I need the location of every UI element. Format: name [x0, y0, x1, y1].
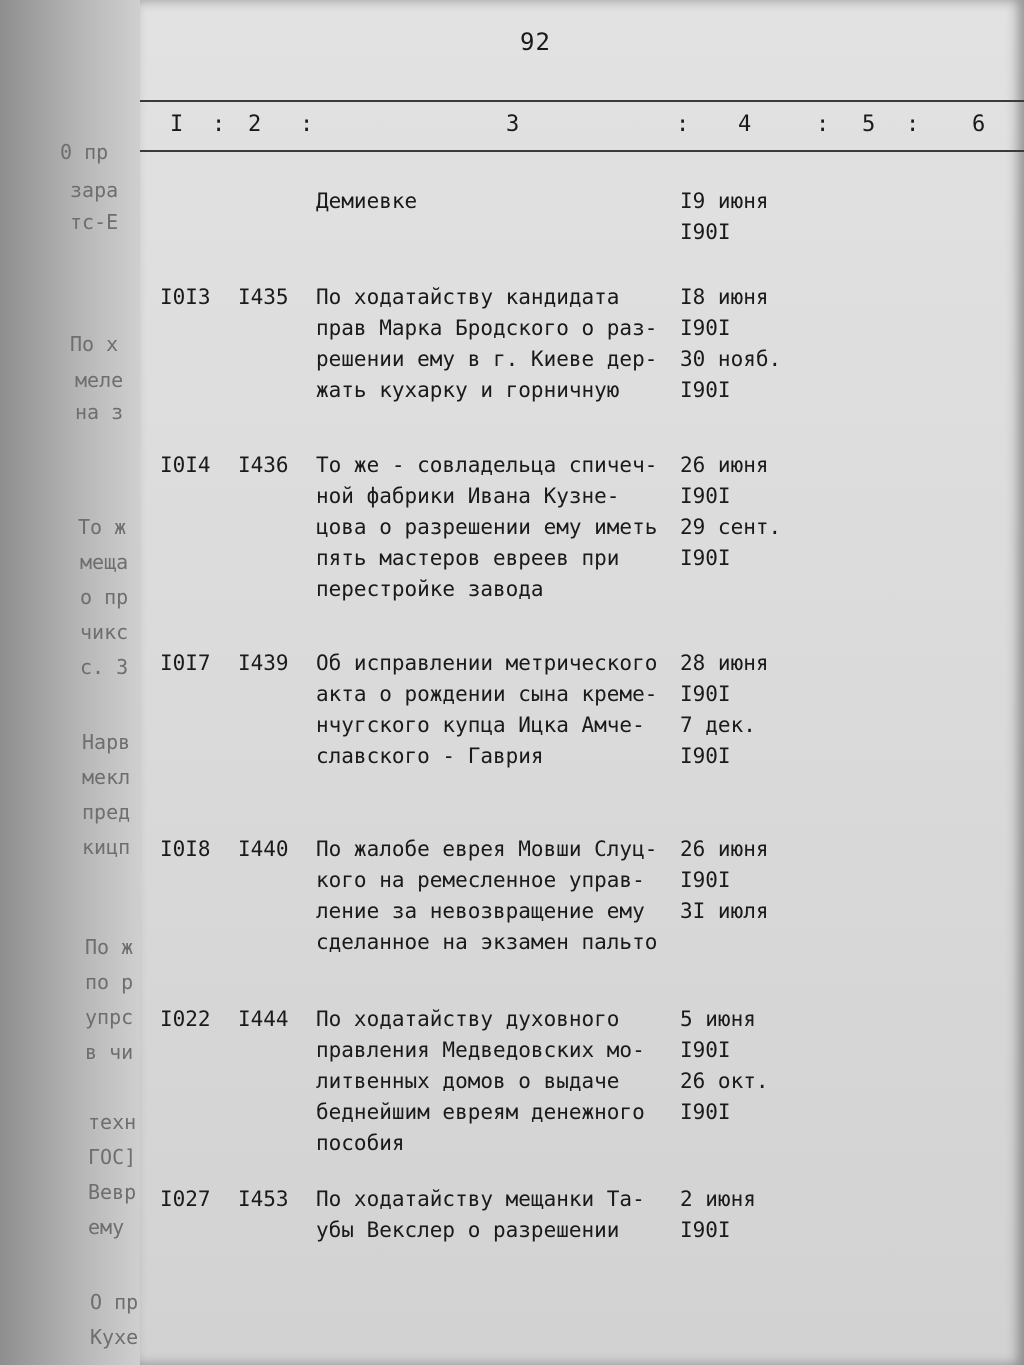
description-line: Демиевке	[316, 189, 418, 213]
left-page-fragment: чикс	[80, 620, 129, 644]
left-page-fragment: ГОС]	[88, 1145, 137, 1169]
date-line: I90I	[680, 220, 731, 244]
column-separator: :	[676, 112, 690, 137]
entry-number: I027	[160, 1187, 211, 1211]
entry-archive-number: I444	[238, 1007, 289, 1031]
description-line: То же - совладельца спичеч-	[316, 453, 658, 477]
date-line: 7 дек.	[680, 713, 756, 737]
header-rule-top	[140, 100, 1024, 102]
description-line: сделанное на экзамен пальто	[316, 930, 658, 954]
entry-dates	[680, 450, 800, 574]
description-line: ной фабрики Ивана Кузне-	[316, 484, 620, 508]
column-separator: :	[212, 112, 226, 137]
left-page-fragment: кицп	[82, 835, 131, 859]
date-line: I90I	[680, 484, 731, 508]
date-line: 26 июня	[680, 453, 769, 477]
entry-dates	[680, 1004, 800, 1128]
description-line: славского - Гаврия	[316, 744, 544, 768]
entry-archive-number: I453	[238, 1187, 289, 1211]
column-header-row	[140, 112, 1024, 142]
entry-number: I022	[160, 1007, 211, 1031]
left-page-fragment: с. 3	[80, 655, 129, 679]
left-page-fragment: в чи	[85, 1040, 134, 1064]
column-header-2: 2	[248, 112, 262, 137]
left-page-fragment: упрс	[85, 1005, 134, 1029]
description-line: По ходатайству духовного	[316, 1007, 620, 1031]
column-header-6: 6	[972, 112, 986, 137]
date-line: I90I	[680, 1218, 731, 1242]
description-line: нчугского купца Ицка Амче-	[316, 713, 645, 737]
entry-description	[316, 1184, 686, 1246]
left-page-fragment: Вевр	[88, 1180, 137, 1204]
date-line: 26 июня	[680, 837, 769, 861]
left-page-fragment: меле	[75, 368, 124, 392]
entry-archive-number: I439	[238, 651, 289, 675]
description-line: прав Марка Бродского о раз-	[316, 316, 658, 340]
description-line: По жалобе еврея Мовши Слуц-	[316, 837, 658, 861]
description-line: По ходатайству мещанки Та-	[316, 1187, 645, 1211]
description-line: убы Векслер о разрешении	[316, 1218, 620, 1242]
left-page-fragment: О пр	[90, 1290, 139, 1314]
entry-number: I0I7	[160, 651, 211, 675]
entry-description	[316, 1004, 686, 1159]
left-page-fragment: 0 пр	[60, 140, 109, 164]
date-line: I90I	[680, 868, 731, 892]
date-line: I90I	[680, 546, 731, 570]
entry-archive-number: I440	[238, 837, 289, 861]
entry-dates	[680, 282, 800, 406]
left-page-fragment: тс-Е	[70, 210, 119, 234]
description-line: правления Медведовских мо-	[316, 1038, 645, 1062]
left-page-fragment: То ж	[78, 515, 127, 539]
header-rule-bottom	[140, 150, 1024, 152]
document-page	[140, 0, 1024, 1365]
left-page-fragment: мекл	[82, 765, 131, 789]
date-line: I90I	[680, 744, 731, 768]
entry-dates	[680, 834, 800, 927]
entry-number: I0I8	[160, 837, 211, 861]
column-separator: :	[816, 112, 830, 137]
description-line: ление за невозвращение ему	[316, 899, 645, 923]
description-line: пособия	[316, 1131, 405, 1155]
left-page-fragment: ему	[88, 1215, 125, 1239]
left-page-fragment: меща	[80, 550, 129, 574]
date-line: I90I	[680, 1100, 731, 1124]
entry-description	[316, 648, 686, 772]
description-line: кого на ремесленное управ-	[316, 868, 645, 892]
description-line: По ходатайству кандидата	[316, 285, 620, 309]
column-header-1: I	[170, 112, 184, 137]
left-page-fragment: По х	[70, 332, 119, 356]
date-line: I9 июня	[680, 189, 769, 213]
column-header-3: 3	[506, 112, 520, 137]
entry-dates	[680, 648, 800, 772]
entry-number: I0I4	[160, 453, 211, 477]
entry-number: I0I3	[160, 285, 211, 309]
left-page-fragment: Кухе	[90, 1325, 139, 1349]
date-line: 5 июня	[680, 1007, 756, 1031]
entry-archive-number: I435	[238, 285, 289, 309]
date-line: I90I	[680, 1038, 731, 1062]
description-line: цова о разрешении ему иметь	[316, 515, 658, 539]
entry-dates	[680, 186, 800, 248]
description-line: акта о рождении сына креме-	[316, 682, 658, 706]
entry-archive-number: I436	[238, 453, 289, 477]
left-page-fragment: По ж	[85, 935, 134, 959]
description-line: жать кухарку и горничную	[316, 378, 620, 402]
left-page-fragment: о пр	[80, 585, 129, 609]
date-line: I90I	[680, 682, 731, 706]
column-header-4: 4	[738, 112, 752, 137]
date-line: 2 июня	[680, 1187, 756, 1211]
date-line: 29 сент.	[680, 515, 782, 539]
entry-description	[316, 186, 686, 217]
description-line: решении ему в г. Киеве дер-	[316, 347, 658, 371]
description-line: Об исправлении метрического	[316, 651, 658, 675]
entry-dates	[680, 1184, 800, 1246]
left-page-fragment: Нарв	[82, 730, 131, 754]
column-separator: :	[300, 112, 314, 137]
entry-description	[316, 834, 686, 958]
left-page-fragment: по р	[85, 970, 134, 994]
description-line: беднейшим евреям денежного	[316, 1100, 645, 1124]
date-line: 28 июня	[680, 651, 769, 675]
page-number: 92	[520, 28, 551, 56]
column-separator: :	[906, 112, 920, 137]
left-page-fragment: на з	[75, 400, 124, 424]
left-page-fragment: техн	[88, 1110, 137, 1134]
description-line: литвенных домов о выдаче	[316, 1069, 620, 1093]
entry-description	[316, 282, 686, 406]
left-page-fragment: пред	[82, 800, 131, 824]
entry-description	[316, 450, 686, 605]
date-line: 30 нояб.	[680, 347, 782, 371]
date-line: I90I	[680, 316, 731, 340]
date-line: 3I июля	[680, 899, 769, 923]
date-line: 26 окт.	[680, 1069, 769, 1093]
description-line: перестройке завода	[316, 577, 544, 601]
column-header-5: 5	[862, 112, 876, 137]
left-page-fragment: зара	[70, 178, 119, 202]
date-line: I8 июня	[680, 285, 769, 309]
date-line: I90I	[680, 378, 731, 402]
left-page-edge	[0, 0, 140, 1365]
description-line: пять мастеров евреев при	[316, 546, 620, 570]
